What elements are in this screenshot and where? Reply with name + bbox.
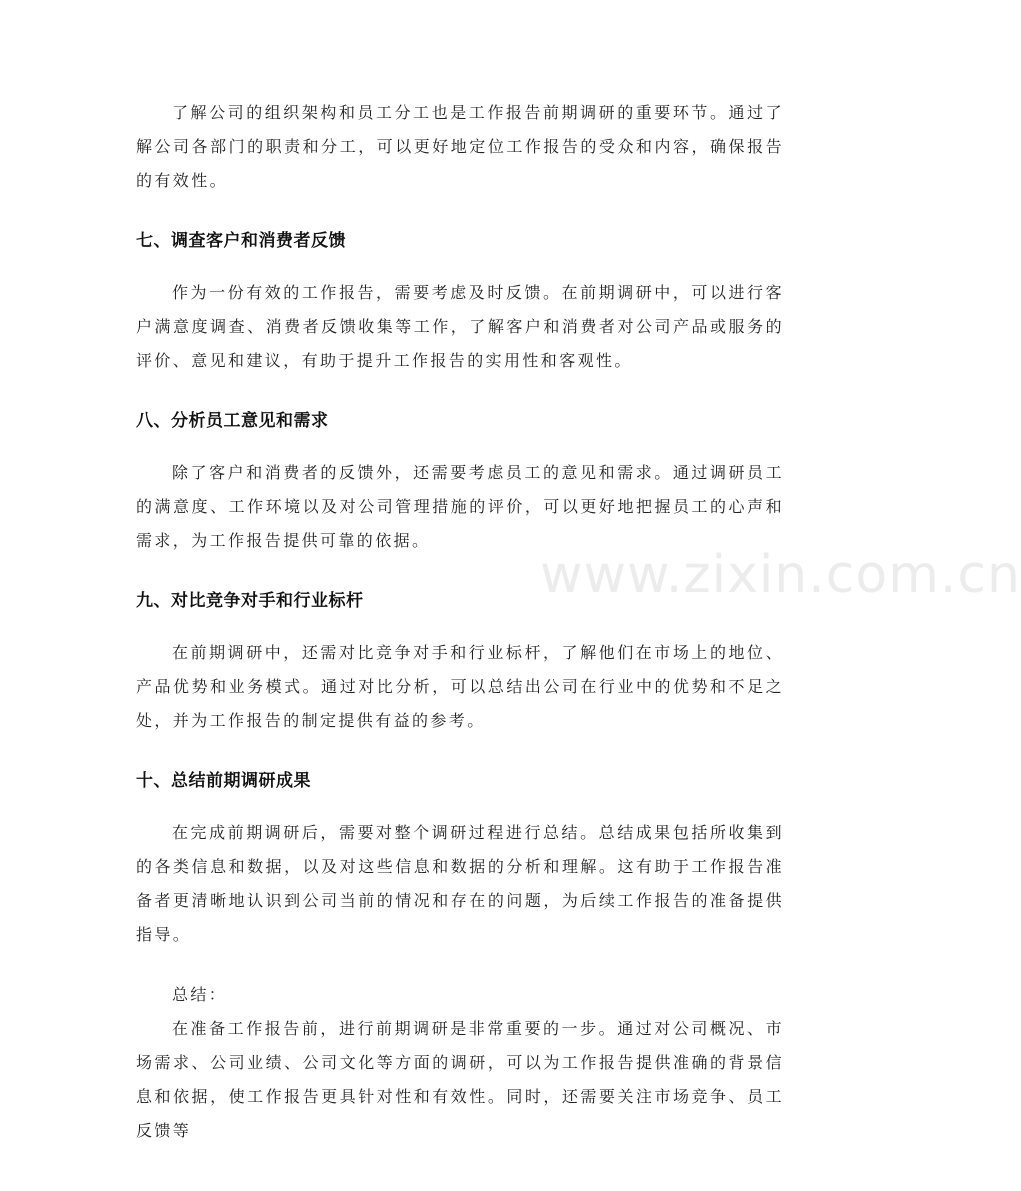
watermark-text: www.zixin.com.cn — [540, 545, 1021, 605]
document-page — [136, 96, 784, 1148]
section-9-heading: 九、对比竞争对手和行业标杆 — [136, 591, 364, 611]
section-10-heading: 十、总结前期调研成果 — [136, 771, 311, 791]
section-7-heading: 七、调查客户和消费者反馈 — [136, 231, 346, 251]
section-9-paragraph: 在前期调研中，还需对比竞争对手和行业标杆，了解他们在市场上的地位、产品优势和业务模式。通过对比分析，可以总结出公司在行业中的优势和不足之处，并为工作报告的制定提供有益的参考。 — [136, 643, 784, 730]
intro-paragraph: 了解公司的组织架构和员工分工也是工作报告前期调研的重要环节。通过了解公司各部门的职责和分工，可以更好地定位工作报告的受众和内容，确保报告的有效性。 — [136, 103, 784, 190]
section-10-paragraph: 在完成前期调研后，需要对整个调研过程进行总结。总结成果包括所收集到的各类信息和数据，以及对这些信息和数据的分析和理解。这有助于工作报告准备者更清晰地认识到公司当前的情况和存在的问题，为后续工作报告的准备提供指导。 — [136, 823, 784, 944]
section-8-heading: 八、分析员工意见和需求 — [136, 411, 329, 431]
section-7-paragraph: 作为一份有效的工作报告，需要考虑及时反馈。在前期调研中，可以进行客户满意度调查、消费者反馈收集等工作，了解客户和消费者对公司产品或服务的评价、意见和建议，有助于提升工作报告的实用性和客观性。 — [136, 283, 784, 370]
section-8-paragraph: 除了客户和消费者的反馈外，还需要考虑员工的意见和需求。通过调研员工的满意度、工作环境以及对公司管理措施的评价，可以更好地把握员工的心声和需求，为工作报告提供可靠的依据。 — [136, 463, 784, 550]
summary-label: 总结： — [172, 985, 228, 1004]
summary-paragraph: 在准备工作报告前，进行前期调研是非常重要的一步。通过对公司概况、市场需求、公司业绩、公司文化等方面的调研，可以为工作报告提供准确的背景信息和依据，使工作报告更具针对性和有效性。同时，还需要关注市场竞争、员工反馈等 — [136, 1019, 784, 1140]
